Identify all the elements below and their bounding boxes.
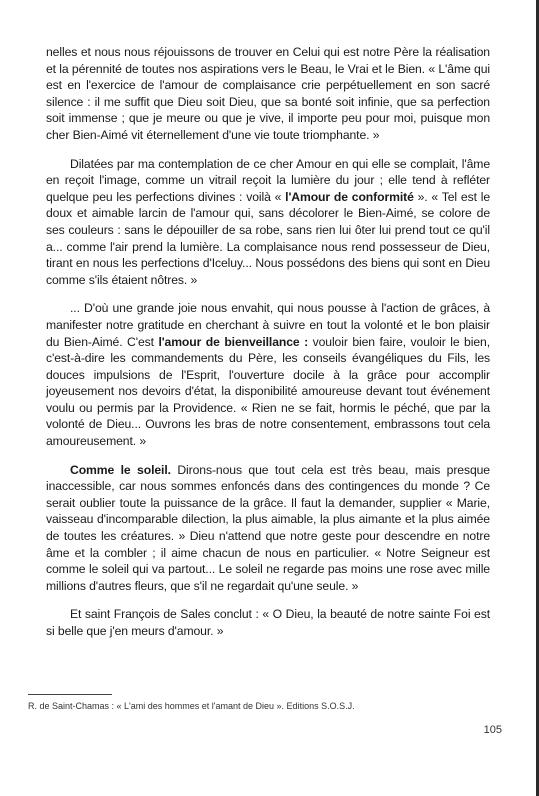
paragraph-4-heading: Comme le soleil. <box>70 462 171 477</box>
paragraph-1 <box>46 44 490 144</box>
paragraph-1-text: nelles et nous nous réjouissons de trouver en Celui qui est notre Père la réalisation et la pérennité de toutes nos aspirations vers le Beau, le Vrai et le Bien. « L'âme qui est en l'exercice de l'amour de complaisance crie perpétuellement en son sacré silence : il me suffit que Dieu soit Dieu, que sa bonté soit infinie, que sa perfection soit immense ; que je meure ou que je vive, il importe peu pour moi, puisque mon cher Bien-Aimé vit éternellement d'une vie toute triomphante. » <box>46 45 490 142</box>
paragraph-4 <box>46 462 490 595</box>
paragraph-3-emphasis: l'amour de bienveillance : <box>158 334 309 349</box>
paragraph-2-pre: Dilatées par ma contemplation de ce cher Amour en qui elle se complait, l'âme en reçoit l'image, comme un vitrail reçoit la lumière du jour ; elle tend à refléter quelque peu les perfections divines : voilà « <box>46 156 490 204</box>
paragraph-5-text: Et saint François de Sales conclut : « O Dieu, la beauté de notre sainte Foi est si belle que j'en meurs d'amour. » <box>46 607 490 638</box>
paragraph-2-post: ». « Tel est le doux et aimable larcin de l'amour qui, sans décolorer le Bien-Aimé, se colore de ses couleurs : sans le dépouiller de sa robe, sans rien lui ôter lui prend tout ce qu'il a... comme l'air prend la lumière. La complaisance nous rend possesseur de Dieu, tirant en nous les perfections d'Iceluy... Nous possédons des biens qui sont en Dieu comme s'ils étaient nôtres. » <box>46 189 490 287</box>
paragraph-5 <box>46 606 490 639</box>
paragraph-3 <box>46 300 490 449</box>
paragraph-2-emphasis: l'Amour de conformité <box>285 189 414 204</box>
footnote-divider <box>28 694 112 695</box>
paragraph-2 <box>46 156 490 289</box>
footnote: R. de Saint-Chamas : « L'ami des hommes et l'amant de Dieu ». Editions S.O.S.J. <box>28 701 355 711</box>
body-text <box>46 44 490 652</box>
paragraph-4-post: Dirons-nous que tout cela est très beau, mais presque inaccessible, car nous sommes enfoncés dans des contingences du monde ? Ce serait oublier toute la puissance de la grâce. Il faut la demander, supplier « Marie, vaisseau d'incomparable dilection, la plus aimable, la plus aimante et la plus aimée de toutes les créatures. » Dieu n'attend que notre geste pour descendre en notre âme et la combler ; il aime chacun de nous en particulier. « Notre Seigneur est comme le soleil qui va partout... Le soleil ne regarde pas moins une rose avec mille millions d'autres fleurs, que s'il ne regardait qu'une seule. » <box>46 462 490 593</box>
paragraph-3-post: vouloir bien faire, vouloir le bien, c'est-à-dire les commandements du Père, les conseils évangéliques du Fils, les douces impulsions de l'Esprit, l'ouverture docile à la grâce pour accomplir joyeusement nos devoirs d'état, la disponibilité amoureuse devant tout événement voulu ou permis par la Providence. « Rien ne se fait, hormis le péché, que par la volonté de Dieu... Ouvrons les bras de notre consentement, embrassons tout cela amoureusement. » <box>46 334 490 449</box>
paragraph-3-pre: ... D'où une grande joie nous envahit, qui nous pousse à l'action de grâces, à manifester notre gratitude en cherchant à suivre en tout la volonté et le bon plaisir du Bien-Aimé. C'est <box>46 301 490 349</box>
page-number: 105 <box>483 724 502 736</box>
